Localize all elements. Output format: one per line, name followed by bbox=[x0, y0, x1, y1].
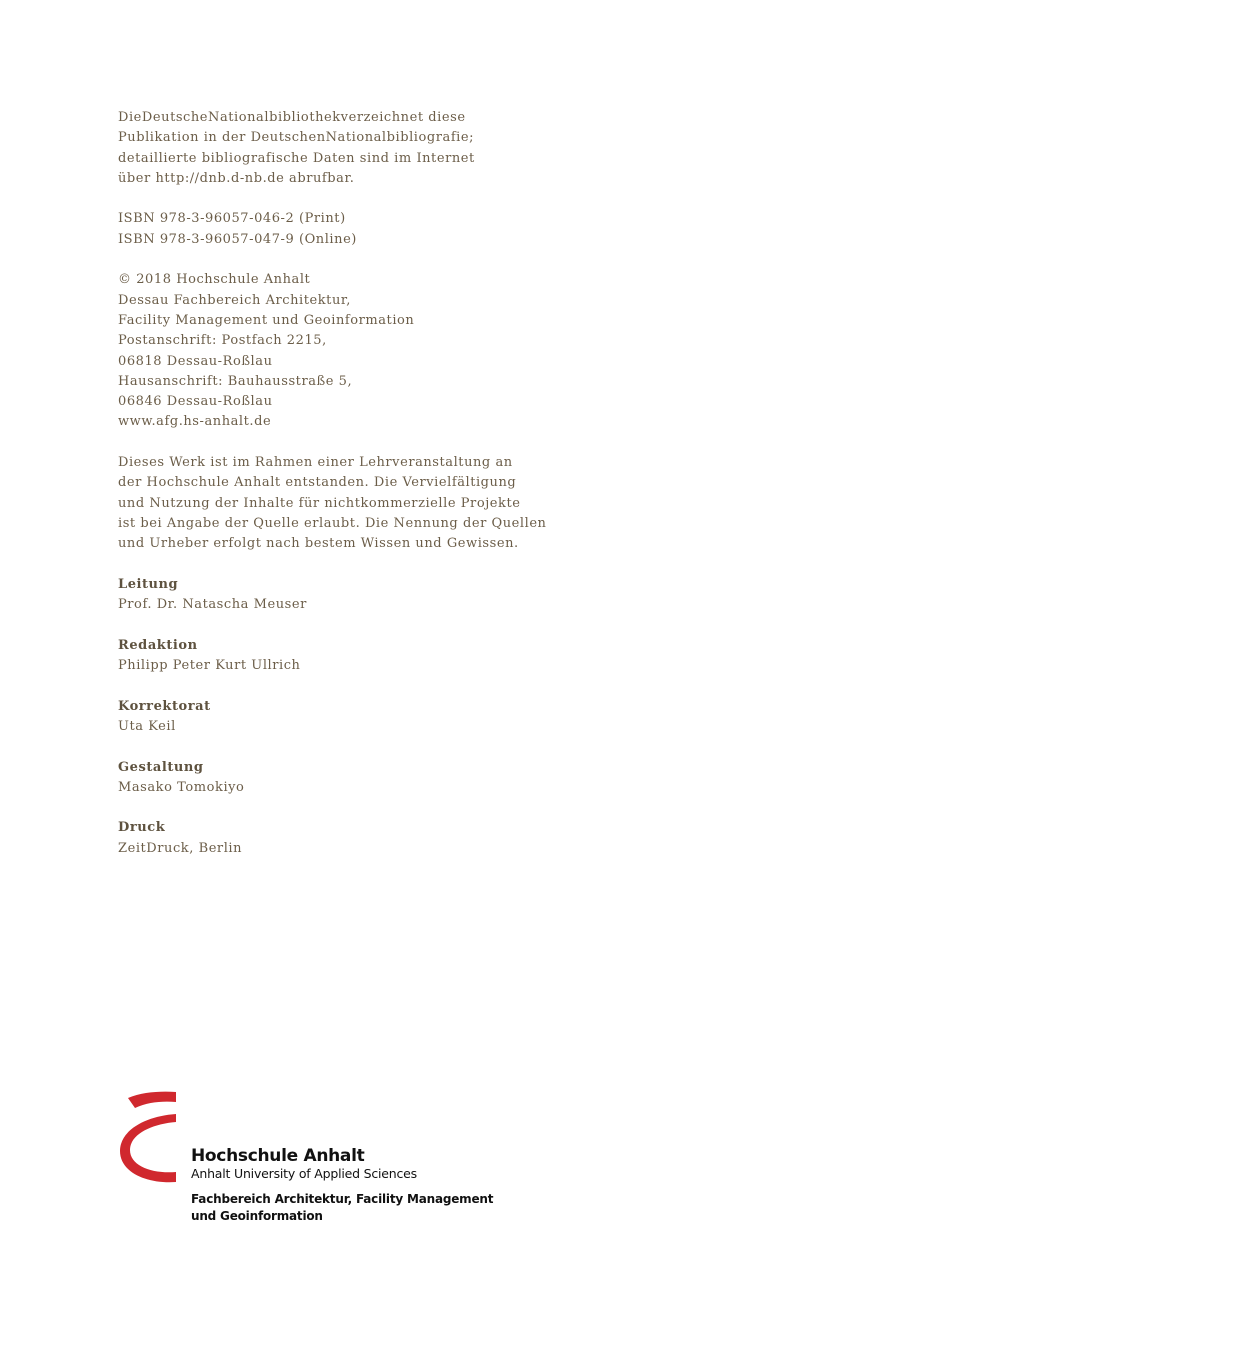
credit-value: ZeitDruck, Berlin bbox=[118, 840, 243, 856]
hochschule-anhalt-logo-icon bbox=[118, 1088, 180, 1186]
postal-address: Postanschrift: Postfach 2215, bbox=[118, 333, 327, 349]
credit-value: Philipp Peter Kurt Ullrich bbox=[118, 658, 301, 674]
catalog-line: über http://dnb.d-nb.de abrufbar. bbox=[118, 170, 355, 186]
logo-text bbox=[191, 1146, 493, 1225]
university-subtitle: Anhalt University of Applied Sciences bbox=[191, 1166, 417, 1181]
isbn-block bbox=[118, 209, 678, 250]
publisher-line: Facility Management und Geoinformation bbox=[118, 312, 415, 328]
rights-line: Dieses Werk ist im Rahmen einer Lehrveranstaltung an bbox=[118, 455, 513, 471]
credit-label: Redaktion bbox=[118, 637, 198, 653]
university-logo bbox=[118, 1088, 538, 1238]
isbn-online: ISBN 978-3-96057-047-9 (Online) bbox=[118, 231, 357, 247]
publisher-line: Dessau Fachbereich Architektur, bbox=[118, 292, 351, 308]
logo-crescent bbox=[120, 1114, 176, 1182]
isbn-print: ISBN 978-3-96057-046-2 (Print) bbox=[118, 211, 346, 227]
publisher-block bbox=[118, 270, 678, 432]
credit-label: Gestaltung bbox=[118, 759, 204, 775]
credit-leitung bbox=[118, 575, 678, 616]
website: www.afg.hs-anhalt.de bbox=[118, 414, 272, 430]
credit-label: Leitung bbox=[118, 576, 179, 592]
credit-label: Korrektorat bbox=[118, 698, 211, 714]
university-name: Hochschule Anhalt bbox=[191, 1146, 365, 1166]
rights-line: und Nutzung der Inhalte für nichtkommerzielle Projekte bbox=[118, 495, 521, 511]
credit-value: Uta Keil bbox=[118, 718, 176, 734]
rights-line: der Hochschule Anhalt entstanden. Die Vervielfältigung bbox=[118, 475, 517, 491]
credit-gestaltung bbox=[118, 758, 678, 799]
rights-notice bbox=[118, 453, 678, 554]
imprint-block bbox=[118, 108, 678, 879]
street-address: Hausanschrift: Bauhausstraße 5, bbox=[118, 373, 353, 389]
postal-city: 06818 Dessau-Roßlau bbox=[118, 353, 273, 369]
street-city: 06846 Dessau-Roßlau bbox=[118, 394, 273, 410]
credit-value: Prof. Dr. Natascha Meuser bbox=[118, 597, 307, 613]
rights-line: und Urheber erfolgt nach bestem Wissen und Gewissen. bbox=[118, 536, 519, 552]
faculty-name-line1: Fachbereich Architektur, Facility Management bbox=[191, 1192, 494, 1206]
rights-line: ist bei Angabe der Quelle erlaubt. Die Nennung der Quellen bbox=[118, 515, 547, 531]
copyright-line: © 2018 Hochschule Anhalt bbox=[118, 272, 311, 288]
faculty-name-line2: und Geoinformation bbox=[191, 1209, 323, 1223]
catalog-notice bbox=[118, 108, 678, 189]
logo-top-bar bbox=[128, 1092, 176, 1108]
credit-value: Masako Tomokiyo bbox=[118, 779, 245, 795]
catalog-line: DieDeutscheNationalbibliothekverzeichnet diese bbox=[118, 110, 466, 125]
credit-druck bbox=[118, 818, 678, 859]
credit-redaktion bbox=[118, 636, 678, 677]
credit-korrektorat bbox=[118, 697, 678, 738]
catalog-line: detaillierte bibliografische Daten sind im Internet bbox=[118, 150, 475, 166]
credit-label: Druck bbox=[118, 820, 166, 836]
catalog-line: Publikation in der DeutschenNationalbibliografie; bbox=[118, 130, 475, 146]
